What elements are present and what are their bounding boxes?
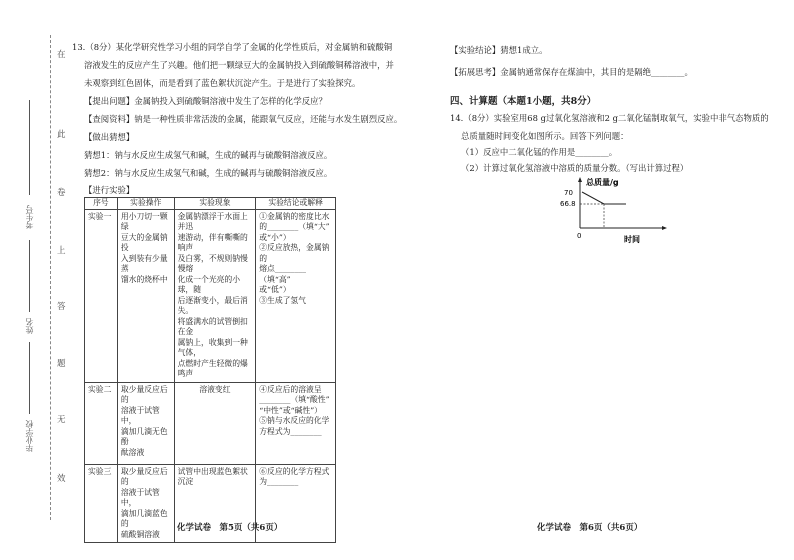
cell-line: 滴加几滴无色酚 [120, 426, 168, 446]
cell-line: 化成一个光亮的小球，随 [177, 274, 241, 294]
experiment-heading: 【进行实验】 [84, 185, 135, 195]
cell-line: 属钠上，收集到一种气体， [177, 337, 248, 357]
left-page-footer: 化学试卷 第5页（共6页） [177, 523, 283, 533]
binding-dashed-line [50, 35, 51, 520]
right-page-footer: 化学试卷 第6页（共6页） [537, 523, 643, 533]
hypothesis-heading: 【做出猜想】 [84, 132, 135, 142]
cell-line: 的________（填“大” [259, 222, 330, 231]
cell-line: 硫酸铜溶液 [120, 529, 160, 539]
table-header-row [85, 198, 336, 210]
cell-line: 取少量反应后的 [120, 466, 168, 486]
name-field [29, 240, 30, 312]
cell-line: 将盛满水的试管倒扣在金 [177, 316, 248, 336]
cell-line: 或“低”） [259, 285, 291, 294]
school-field [29, 342, 30, 414]
row-label: 实验二 [85, 382, 118, 464]
cell-line: ⑥反应的化学方程式 [259, 466, 330, 476]
seal-char: 题 [57, 359, 66, 369]
conclusion-heading: 【实验结论】猜想1成立。 [450, 45, 548, 55]
cell-line: 馏水的烧杯中 [120, 274, 168, 284]
q13-stem-line1: 13.（8分）某化学研究性学习小组的同学自学了金属的化学性质后，对金属钠和硫酸铜 [72, 42, 393, 52]
name-label: 姓名 [25, 318, 34, 334]
reference-heading: 【查阅资料】钠是一种性质非常活泼的金属，能跟氧气反应，还能与水发生剧烈反应。 [84, 114, 403, 124]
q14-stem-line1: 14.（8分）实验室用68 g过氧化氢溶液和2 g二氧化锰制取氧气，实验中非气态物质的 [450, 113, 769, 123]
cell-line: 试管中出现蓝色絮状沉淀 [177, 466, 248, 486]
seal-char: 无 [57, 415, 66, 425]
exam-number-label: 考生号 [25, 205, 34, 229]
seal-char: 此 [57, 130, 66, 140]
origin-label: 0 [577, 232, 582, 240]
cell-line: 为________ [259, 477, 299, 486]
q14-sub-question-1: （1）反应中二氧化锰的作用是________。 [461, 147, 618, 157]
cell-line: 后逐渐变小，最后消失。 [177, 295, 248, 315]
operation-cell [117, 382, 174, 464]
cell-line: ②反应放热，金属钠的 [259, 243, 330, 263]
cell-line: “中性”或“碱性”） [259, 405, 322, 415]
section-title: 四、计算题（本题1小题，共8分） [450, 96, 597, 107]
cell-line: 及白雾，不规则钠慢慢熔 [177, 253, 248, 273]
cell-line: ③生成了氢气 [259, 295, 307, 305]
table-header: 实验结论或解释 [256, 198, 336, 210]
extension-heading: 【拓展思考】金属钠通常保存在煤油中，其目的是隔绝________。 [450, 67, 693, 77]
question-heading: 【提出问题】金属钠投入到硫酸铜溶液中发生了怎样的化学反应？ [84, 96, 327, 106]
conclusion-cell [256, 382, 336, 464]
seal-char: 效 [57, 474, 66, 484]
seal-char: 上 [57, 246, 66, 256]
row-label: 实验三 [85, 464, 118, 543]
exam-number-field [29, 100, 30, 195]
operation-cell [117, 209, 174, 382]
table-header: 实验操作 [117, 198, 174, 210]
cell-line: 豆大的金属钠投 [120, 232, 168, 252]
q14-stem-line2: 总质量随时间变化如图所示。回答下列问题： [461, 131, 629, 141]
seal-char: 答 [57, 302, 66, 312]
operation-cell [117, 464, 174, 543]
x-axis-arrow [662, 226, 667, 230]
table-header: 序号 [85, 198, 118, 210]
cell-line: 熔点________（填“高” [259, 264, 307, 284]
school-label: 毕业学校 [25, 420, 34, 452]
cell-line: 方程式为________ [259, 426, 322, 436]
cell-line: 酞溶液 [120, 447, 145, 457]
experiment-table [84, 197, 336, 543]
cell-line: 或“小”） [259, 232, 291, 242]
series-line [582, 192, 626, 204]
cell-line: ________（填“酸性” [259, 395, 330, 404]
phenomenon-cell [174, 382, 256, 464]
seal-char: 在 [57, 50, 66, 60]
x-axis-label: 时间 [624, 235, 640, 244]
y-tick-label: 66.8 [560, 200, 576, 208]
cell-line: 用小刀切一颗绿 [120, 211, 168, 231]
cell-line: 入到装有少量蒸 [120, 253, 168, 273]
seal-char: 卷 [57, 188, 66, 198]
q13-stem-line2: 溶液发生的反应产生了兴趣。他们把一颗绿豆大的金属钠投入到硫酸铜稀溶液中，并 [84, 60, 394, 70]
conclusion-cell [256, 209, 336, 382]
cell-line: 溶液于试管中， [120, 405, 160, 425]
cell-line: 溶液于试管中， [120, 487, 160, 507]
hypothesis-2: 猜想2：钠与水反应生成氢气和碱，生成的碱再与硫酸铜溶液反应。 [84, 168, 333, 178]
q14-sub-question-2: （2）计算过氧化氢溶液中溶质的质量分数。（写出计算过程） [461, 163, 689, 173]
table-row [85, 209, 336, 382]
cell-line: ①金属钠的密度比水 [259, 211, 330, 221]
cell-line: 金属钠漂浮于水面上并迅 [177, 211, 248, 231]
mass-time-chart [560, 174, 670, 246]
cell-line: ④反应后的溶液呈 [259, 384, 322, 394]
row-label: 实验一 [85, 209, 118, 382]
y-axis-label: 总质量/g [586, 178, 619, 187]
cell-line: 速游动，伴有嘶嘶的响声 [177, 232, 248, 252]
hypothesis-1: 猜想1：钠与水反应生成氢气和碱，生成的碱再与硫酸铜溶液反应。 [84, 150, 333, 160]
cell-line: 滴加几滴蓝色的 [120, 508, 168, 528]
cell-line: ⑤钠与水反应的化学 [259, 416, 330, 425]
y-tick-label: 70 [564, 189, 573, 197]
phenomenon-cell [174, 209, 256, 382]
cell-line: 取少量反应后的 [120, 384, 168, 404]
table-row [85, 382, 336, 464]
table-header: 实验现象 [174, 198, 256, 210]
y-axis-arrow [578, 177, 582, 182]
q13-stem-line3: 未观察到红色固体，而是看到了蓝色絮状沉淀产生。于是进行了实验探究。 [84, 78, 361, 88]
cell-line: 点燃时产生轻微的爆鸣声 [177, 358, 248, 378]
cell-line: 溶液变红 [199, 384, 231, 394]
